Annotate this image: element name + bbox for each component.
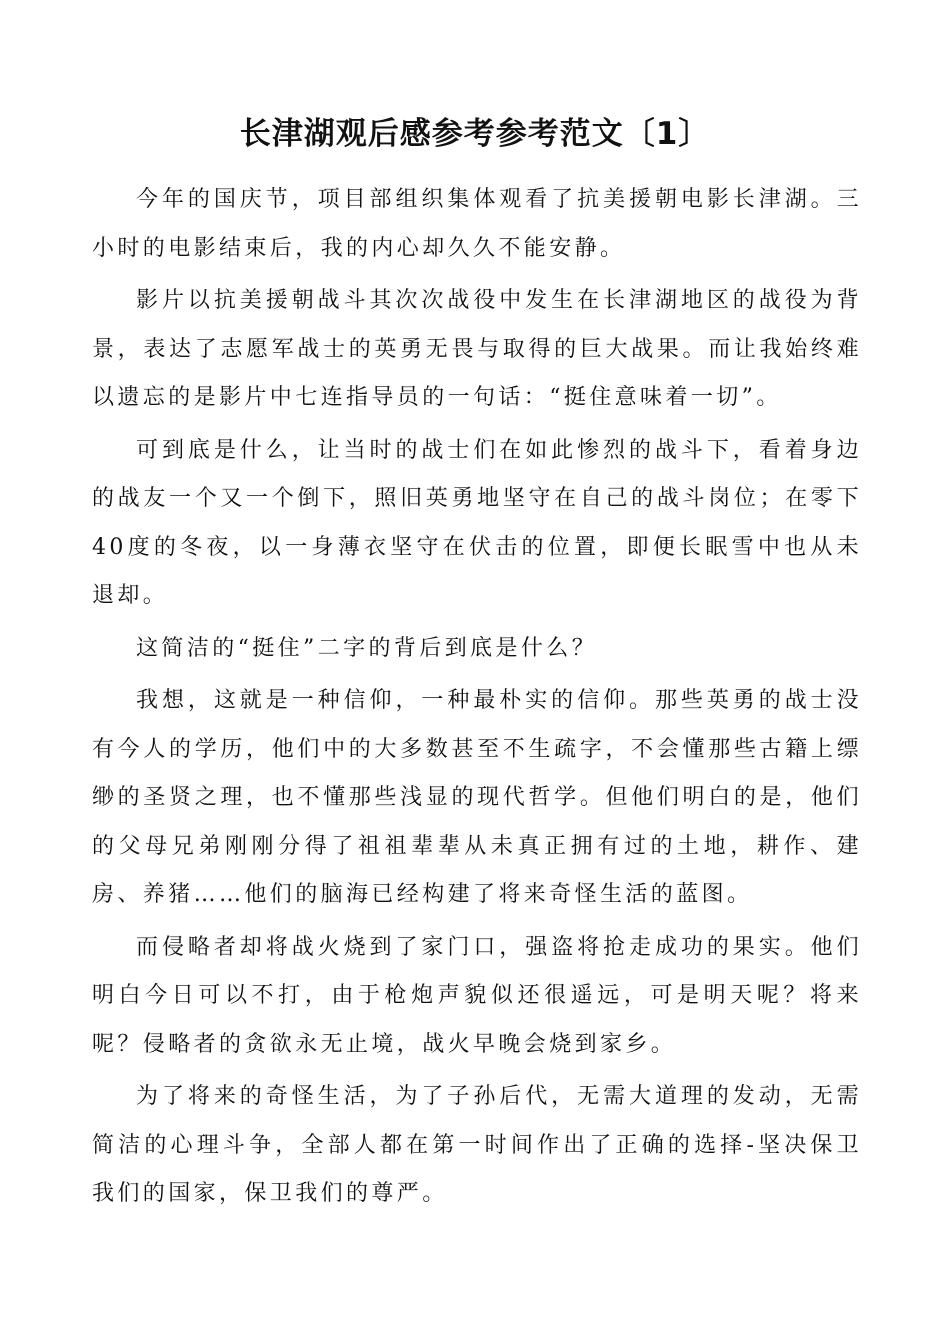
paragraph-4: 这简洁的“挺住”二字的背后到底是什么？ [136,635,598,661]
paragraph-5: 我想，这就是一种信仰，一种最朴实的信仰。那些英勇的战士没有今人的学历，他们中的大多数甚至不生疏字，不会懂那些古籍上缥缈的圣贤之理，也不懂那些浅显的现代哲学。但他们明白的是，他们的父母兄弟刚刚分得了祖祖辈辈从未真正拥有过的土地，耕作、建房、养猪……他们的脑海已经构建了将来奇怪生活的蓝图。 [92,688,862,907]
paragraph-3: 可到底是什么，让当时的战士们在如此惨烈的战斗下，看着身边的战友一个又一个倒下，照旧英勇地坚守在自己的战斗岗位；在零下40度的冬夜，以一身薄衣坚守在伏击的位置，即便长眠雪中也从未退却。 [92,437,862,608]
paragraph-6: 而侵略者却将战火烧到了家门口，强盗将抢走成功的果实。他们明白今日可以不打，由于枪炮声貌似还很遥远，可是明天呢？将来呢？侵略者的贪欲永无止境，战火早晚会烧到家乡。 [92,934,862,1057]
paragraph-2: 影片以抗美援朝战斗其次次战役中发生在长津湖地区的战役为背景，表达了志愿军战士的英勇无畏与取得的巨大战果。而让我始终难以遗忘的是影片中七连指导员的一句话：“挺住意味着一切”。 [92,288,862,410]
document-title: 长津湖观后感参考参考范文〔1〕 [239,116,711,152]
paragraph-1: 今年的国庆节，项目部组织集体观看了抗美援朝电影长津湖。三小时的电影结束后，我的内心却久久不能安静。 [92,187,862,261]
document-body [92,176,862,1223]
paragraph-7: 为了将来的奇怪生活，为了子孙后代，无需大道理的发动，无需简洁的心理斗争，全部人都在第一时间作出了正确的选择-坚决保卫我们的国家，保卫我们的尊严。 [92,1084,862,1206]
